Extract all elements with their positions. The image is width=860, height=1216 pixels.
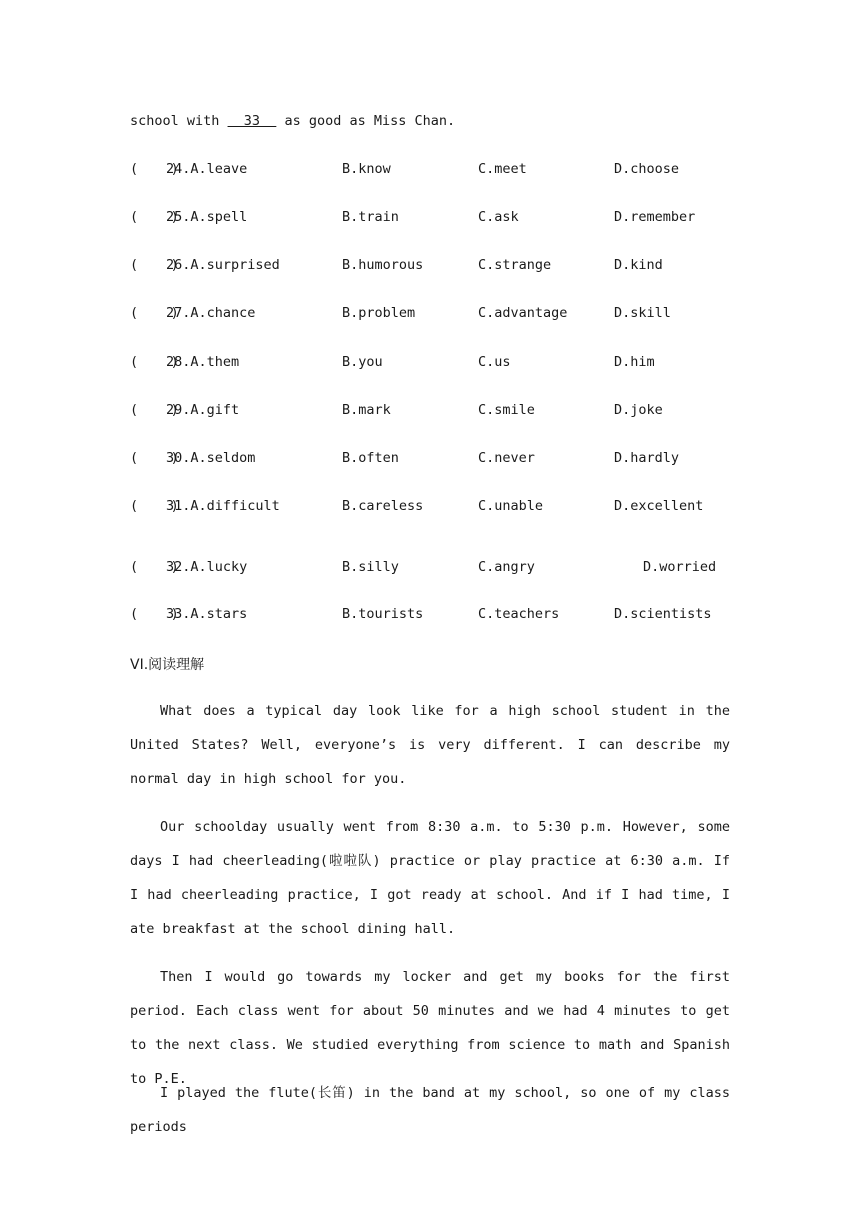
option-a: 29.A.gift — [166, 402, 240, 418]
question-row — [130, 606, 730, 626]
option-b: B.often — [342, 450, 399, 466]
question-row — [130, 257, 730, 277]
option-c: C.strange — [478, 257, 552, 273]
option-a: 33.A.stars — [166, 606, 248, 622]
option-c: C.angry — [478, 559, 535, 575]
section-heading: VI.阅读理解 — [130, 657, 205, 673]
option-d: D.excellent — [614, 498, 704, 514]
question-row — [130, 402, 730, 422]
answer-bracket: ( ) — [130, 161, 179, 177]
option-d: D.scientists — [614, 606, 712, 622]
reading-paragraph-3: Then I would go towards my locker and get my books for the first period. Each class went for about 50 minutes and we had 4 minutes to get to the next class. We studied everything from science to math and Spanish to P.E. — [130, 969, 730, 1087]
option-d: D.kind — [614, 257, 663, 273]
question-row — [130, 209, 730, 229]
option-a: 28.A.them — [166, 354, 240, 370]
option-b: B.careless — [342, 498, 424, 514]
option-c: C.meet — [478, 161, 527, 177]
option-b: B.you — [342, 354, 383, 370]
option-b: B.tourists — [342, 606, 424, 622]
option-d: D.remember — [614, 209, 696, 225]
option-c: C.us — [478, 354, 511, 370]
option-a: 25.A.spell — [166, 209, 248, 225]
answer-bracket: ( ) — [130, 559, 179, 575]
reading-paragraph-1: What does a typical day look like for a high school student in the United States? Well, everyone’s is very different. I can describe my normal day in high school for you. — [130, 703, 730, 787]
question-row — [130, 305, 730, 325]
option-b: B.train — [342, 209, 399, 225]
answer-bracket: ( ) — [130, 450, 179, 466]
question-row — [130, 161, 730, 181]
intro-line — [130, 113, 455, 129]
option-c: C.unable — [478, 498, 544, 514]
option-b: B.mark — [342, 402, 391, 418]
intro-text-after: as good as Miss Chan. — [276, 113, 456, 129]
question-row — [130, 354, 730, 374]
option-d: D.skill — [614, 305, 671, 321]
option-c: C.advantage — [478, 305, 568, 321]
reading-paragraph-2: Our schoolday usually went from 8:30 a.m. to 5:30 p.m. However, some days I had cheerleading(啦啦队) practice or play practice at 6:30 a.m. If I had cheerleading practice, I got ready at school. And if I had time, I ate breakfast at the school dining hall. — [130, 819, 730, 937]
question-row — [130, 498, 730, 518]
option-b: B.know — [342, 161, 391, 177]
option-a: 27.A.chance — [166, 305, 256, 321]
reading-paragraph-4: I played the flute(长笛) in the band at my school, so one of my class periods — [130, 1085, 730, 1135]
option-d: D.choose — [614, 161, 680, 177]
option-a: 26.A.surprised — [166, 257, 280, 273]
answer-bracket: ( ) — [130, 209, 179, 225]
answer-bracket: ( ) — [130, 498, 179, 514]
option-a: 30.A.seldom — [166, 450, 256, 466]
option-a: 31.A.difficult — [166, 498, 280, 514]
answer-bracket: ( ) — [130, 305, 179, 321]
option-c: C.smile — [478, 402, 535, 418]
answer-bracket: ( ) — [130, 257, 179, 273]
question-row — [130, 559, 730, 579]
option-b: B.humorous — [342, 257, 424, 273]
blank-33: 33 — [227, 113, 277, 129]
answer-bracket: ( ) — [130, 402, 179, 418]
option-a: 24.A.leave — [166, 161, 248, 177]
answer-bracket: ( ) — [130, 354, 179, 370]
option-d: D.hardly — [614, 450, 680, 466]
intro-text-before: school with — [130, 113, 228, 129]
option-a: 32.A.lucky — [166, 559, 248, 575]
question-row — [130, 450, 730, 470]
option-b: B.problem — [342, 305, 416, 321]
option-d: D.him — [614, 354, 655, 370]
option-d: D.joke — [614, 402, 663, 418]
option-c: C.teachers — [478, 606, 560, 622]
option-d: D.worried — [643, 559, 717, 575]
option-c: C.never — [478, 450, 535, 466]
option-b: B.silly — [342, 559, 399, 575]
answer-bracket: ( ) — [130, 606, 179, 622]
option-c: C.ask — [478, 209, 519, 225]
